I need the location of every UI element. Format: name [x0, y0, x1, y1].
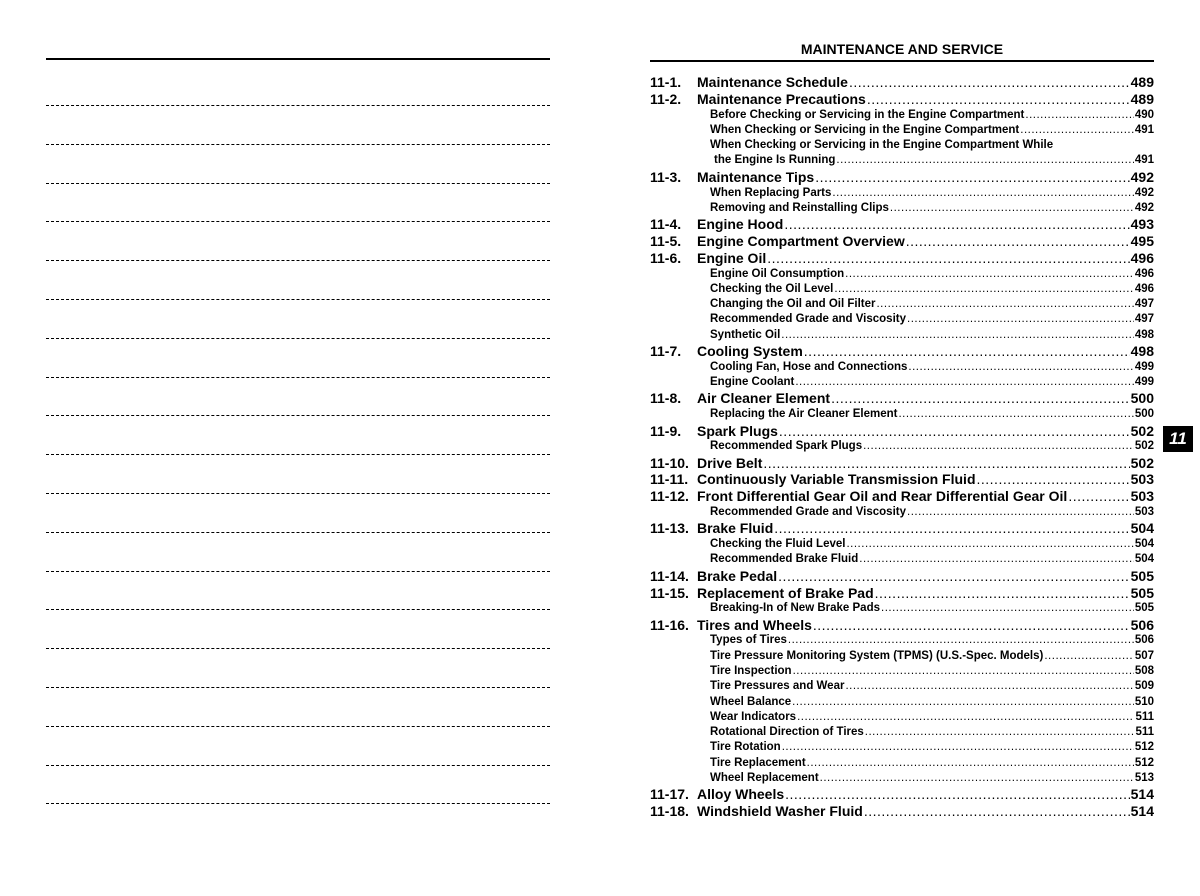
toc-dot-leader — [788, 633, 1134, 648]
note-line — [46, 221, 550, 222]
toc-page-number: 513 — [1134, 772, 1154, 785]
toc-section-number: 11-4. — [650, 216, 682, 233]
toc-entry[interactable] — [650, 343, 1154, 360]
toc-page-number: 503 — [1130, 488, 1154, 505]
note-line — [46, 377, 550, 378]
toc-subentry[interactable] — [650, 360, 1154, 375]
toc-title: Changing the Oil and Oil Filter — [710, 298, 876, 311]
toc-page-number: 503 — [1130, 471, 1154, 488]
notes-top-rule — [46, 58, 550, 60]
toc-title: Cooling System — [697, 343, 803, 360]
heading-rule — [650, 60, 1154, 62]
toc-title: Rotational Direction of Tires — [710, 726, 864, 739]
toc-subentry[interactable] — [650, 725, 1154, 740]
toc-dot-leader — [832, 186, 1133, 201]
toc-page-number: 504 — [1130, 520, 1154, 537]
toc-dot-leader — [908, 360, 1133, 375]
toc-page-number: 499 — [1134, 360, 1154, 373]
toc-list — [650, 74, 1154, 820]
note-line — [46, 105, 550, 106]
note-line — [46, 648, 550, 649]
toc-entry[interactable] — [650, 488, 1154, 505]
toc-page-number: 491 — [1134, 123, 1154, 136]
toc-dot-leader — [906, 233, 1130, 250]
toc-section-number: 11-8. — [650, 390, 682, 407]
toc-page-number: 495 — [1130, 232, 1154, 249]
toc-subentry[interactable] — [650, 679, 1154, 694]
toc-page-number: 507 — [1134, 649, 1154, 662]
toc-page-number: 505 — [1130, 584, 1154, 601]
note-line — [46, 338, 550, 339]
note-line — [46, 144, 550, 145]
toc-entry[interactable] — [650, 250, 1154, 267]
toc-subentry[interactable] — [650, 710, 1154, 725]
toc-dot-leader — [807, 756, 1134, 771]
toc-subentry[interactable] — [650, 201, 1154, 216]
note-line — [46, 299, 550, 300]
toc-entry[interactable] — [650, 520, 1154, 537]
note-line — [46, 726, 550, 727]
toc-subentry[interactable] — [650, 297, 1154, 312]
toc-title: Drive Belt — [697, 454, 763, 471]
toc-subentry[interactable] — [650, 108, 1154, 123]
toc-title: Tire Rotation — [710, 741, 781, 754]
toc-title: Checking the Fluid Level — [710, 538, 846, 551]
toc-page-number: 506 — [1134, 634, 1154, 647]
toc-title: Wear Indicators — [710, 710, 797, 723]
toc-title: the Engine Is Running — [714, 154, 836, 167]
toc-dot-leader — [804, 343, 1130, 360]
toc-dot-leader — [784, 216, 1129, 233]
toc-section-number: 11-2. — [650, 90, 682, 107]
note-line — [46, 532, 550, 533]
toc-subentry[interactable] — [650, 601, 1154, 616]
toc-page-number: 496 — [1134, 267, 1154, 280]
toc-dot-leader — [977, 471, 1130, 488]
toc-title: Alloy Wheels — [697, 786, 785, 803]
toc-dot-leader — [867, 91, 1130, 108]
toc-page-number: 489 — [1130, 74, 1154, 90]
toc-entry[interactable] — [650, 471, 1154, 488]
toc-page-number: 504 — [1134, 538, 1154, 551]
toc-page-number: 508 — [1134, 664, 1154, 677]
toc-title: Engine Coolant — [710, 376, 795, 389]
chapter-tab[interactable]: 11 — [1163, 426, 1193, 452]
toc-title: Spark Plugs — [697, 422, 778, 439]
toc-entry[interactable] — [650, 91, 1154, 108]
toc-page-number: 500 — [1130, 390, 1154, 407]
toc-section-number: 11-16. — [650, 616, 689, 633]
toc-section-number: 11-13. — [650, 520, 689, 537]
toc-page-number: 514 — [1130, 803, 1154, 820]
toc-dot-leader — [792, 695, 1134, 710]
notes-page — [46, 58, 550, 60]
toc-title: When Checking or Servicing in the Engine Compartment While — [710, 139, 1054, 152]
section-heading: MAINTENANCE AND SERVICE — [800, 41, 1004, 57]
toc-dot-leader — [834, 282, 1133, 297]
toc-section-number: 11-11. — [650, 471, 689, 488]
note-line — [46, 687, 550, 688]
note-line — [46, 803, 550, 804]
toc-title: Windshield Washer Fluid — [697, 803, 863, 820]
toc-subentry[interactable] — [650, 186, 1154, 201]
toc-page-number: 514 — [1130, 786, 1154, 803]
toc-page-number: 509 — [1134, 680, 1154, 693]
toc-page-number: 492 — [1134, 186, 1154, 199]
toc-dot-leader — [846, 537, 1133, 552]
toc-entry[interactable] — [650, 786, 1154, 803]
toc-subentry[interactable] — [650, 375, 1154, 390]
toc-dot-leader — [815, 169, 1129, 186]
toc-subentry[interactable] — [650, 282, 1154, 297]
toc-title: When Checking or Servicing in the Engine Compartment — [710, 123, 1020, 136]
toc-page-number: 496 — [1134, 282, 1154, 295]
toc-subentry[interactable] — [650, 552, 1154, 567]
toc-dot-leader — [774, 520, 1129, 537]
toc-page-number: 502 — [1130, 422, 1154, 439]
toc-title: Tire Pressures and Wear — [710, 680, 845, 693]
toc-dot-leader — [1020, 123, 1134, 138]
toc-dot-leader — [831, 390, 1130, 407]
toc-dot-leader — [763, 455, 1129, 472]
toc-section-number: 11-12. — [650, 488, 689, 505]
toc-page-number: 512 — [1134, 756, 1154, 769]
toc-dot-leader — [865, 725, 1135, 740]
toc-dot-leader — [779, 423, 1130, 440]
note-line — [46, 415, 550, 416]
note-line — [46, 765, 550, 766]
toc-entry[interactable] — [650, 390, 1154, 407]
toc-dot-leader — [876, 297, 1133, 312]
toc-section-number: 11-15. — [650, 584, 689, 601]
toc-title: Before Checking or Servicing in the Engine Compartment — [710, 108, 1025, 121]
toc-title: Wheel Balance — [710, 695, 792, 708]
toc-section-number: 11-5. — [650, 232, 682, 249]
toc-section-number: 11-14. — [650, 567, 689, 584]
toc-dot-leader — [797, 710, 1134, 725]
toc-title: Continuously Variable Transmission Fluid — [697, 471, 976, 488]
toc-dot-leader — [813, 617, 1130, 634]
toc-subentry[interactable] — [650, 267, 1154, 282]
toc-entry[interactable] — [650, 169, 1154, 186]
toc-dot-leader — [881, 601, 1134, 616]
toc-title: Engine Compartment Overview — [697, 232, 905, 249]
toc-title: Air Cleaner Element — [697, 390, 831, 407]
toc-subentry[interactable] — [650, 664, 1154, 679]
toc-dot-leader — [785, 786, 1130, 803]
toc-page-number: 499 — [1134, 376, 1154, 389]
toc-page-number: 504 — [1134, 553, 1154, 566]
toc-page-number: 492 — [1130, 168, 1154, 185]
toc-dot-leader — [782, 740, 1134, 755]
toc-section-number: 11-3. — [650, 168, 682, 185]
toc-dot-leader — [849, 74, 1130, 91]
note-line — [46, 454, 550, 455]
toc-subentry[interactable] — [650, 312, 1154, 327]
toc-title: Tire Pressure Monitoring System (TPMS) (U.S.-Spec. Models) — [710, 649, 1044, 662]
toc-title: Recommended Grade and Viscosity — [710, 506, 906, 519]
toc-title: Maintenance Tips — [697, 168, 815, 185]
toc-dot-leader — [820, 771, 1134, 786]
toc-subentry[interactable] — [650, 123, 1154, 138]
toc-page-number: 510 — [1134, 695, 1154, 708]
toc-subentry[interactable] — [650, 439, 1154, 454]
toc-dot-leader — [795, 375, 1133, 390]
toc-section-number: 11-7. — [650, 343, 682, 360]
toc-dot-leader — [845, 267, 1134, 282]
toc-page-number: 500 — [1134, 408, 1154, 421]
toc-title: Engine Hood — [697, 216, 784, 233]
toc-title: Maintenance Schedule — [697, 74, 848, 90]
toc-dot-leader — [859, 552, 1134, 567]
toc-subentry[interactable] — [650, 328, 1154, 343]
toc-title: Tire Replacement — [710, 756, 806, 769]
toc-entry[interactable] — [650, 233, 1154, 250]
toc-title: Types of Tires — [710, 634, 787, 647]
toc-page-number: 512 — [1134, 741, 1154, 754]
toc-subentry[interactable] — [650, 756, 1154, 771]
toc-dot-leader — [1044, 649, 1133, 664]
toc-subentry[interactable] — [650, 649, 1154, 664]
toc-dot-leader — [864, 803, 1130, 820]
toc-dot-leader — [898, 407, 1133, 422]
toc-dot-leader — [875, 585, 1130, 602]
toc-title: Tires and Wheels — [697, 616, 812, 633]
toc-title: Brake Pedal — [697, 567, 778, 584]
toc-dot-leader — [907, 312, 1134, 327]
toc-dot-leader — [767, 250, 1129, 267]
toc-title: Checking the Oil Level — [710, 282, 834, 295]
toc-page-number: 497 — [1134, 298, 1154, 311]
toc-title: Replacing the Air Cleaner Element — [710, 408, 898, 421]
toc-section-number: 11-1. — [650, 74, 682, 90]
toc-section-number: 11-9. — [650, 422, 682, 439]
note-line — [46, 260, 550, 261]
toc-section-number: 11-18. — [650, 803, 689, 820]
toc-title: Wheel Replacement — [710, 772, 819, 785]
toc-title: Breaking-In of New Brake Pads — [710, 602, 880, 615]
toc-page-number: 491 — [1134, 154, 1154, 167]
toc-subentry[interactable] — [650, 407, 1154, 422]
toc-page-number: 502 — [1134, 440, 1154, 453]
toc-title: Engine Oil — [697, 249, 767, 266]
toc-page-number: 511 — [1135, 710, 1154, 723]
note-line — [46, 493, 550, 494]
toc-subentry[interactable] — [650, 740, 1154, 755]
toc-section-number: 11-6. — [650, 249, 682, 266]
toc-dot-leader — [890, 201, 1134, 216]
toc-dot-leader — [793, 664, 1134, 679]
toc-title: Maintenance Precautions — [697, 90, 866, 107]
toc-entry[interactable] — [650, 585, 1154, 602]
toc-entry[interactable] — [650, 617, 1154, 634]
toc-title: Brake Fluid — [697, 520, 774, 537]
toc-page-number: 505 — [1134, 602, 1154, 615]
toc-entry[interactable] — [650, 455, 1154, 472]
toc-title: Recommended Spark Plugs — [710, 440, 863, 453]
toc-title: Recommended Brake Fluid — [710, 553, 859, 566]
toc-page-number: 498 — [1130, 343, 1154, 360]
toc-dot-leader — [863, 439, 1134, 454]
toc-subentry[interactable] — [650, 537, 1154, 552]
toc-page-number: 502 — [1130, 454, 1154, 471]
toc-dot-leader — [781, 328, 1134, 343]
toc-dot-leader — [1025, 108, 1133, 123]
toc-entry[interactable] — [650, 568, 1154, 585]
toc-dot-leader — [836, 153, 1133, 168]
note-line — [46, 609, 550, 610]
note-line — [46, 183, 550, 184]
toc-page-number: 496 — [1130, 249, 1154, 266]
toc-title: When Replacing Parts — [710, 186, 832, 199]
toc-title: Engine Oil Consumption — [710, 267, 845, 280]
toc-subentry[interactable] — [650, 633, 1154, 648]
toc-page-number: 498 — [1134, 328, 1154, 341]
note-line — [46, 571, 550, 572]
toc-title: Recommended Grade and Viscosity — [710, 313, 906, 326]
toc-title: Front Differential Gear Oil and Rear Differential Gear Oil — [697, 488, 1068, 505]
toc-page-number: 497 — [1134, 313, 1154, 326]
toc-title: Synthetic Oil — [710, 328, 781, 341]
toc-entry[interactable] — [650, 74, 1154, 91]
toc-page-number: 493 — [1130, 216, 1154, 233]
toc-page-number: 505 — [1130, 567, 1154, 584]
toc-section-number: 11-10. — [650, 454, 689, 471]
toc-title: Tire Inspection — [710, 664, 792, 677]
toc-subentry[interactable] — [650, 138, 1154, 169]
toc-dot-leader — [1068, 488, 1129, 505]
toc-entry[interactable] — [650, 803, 1154, 820]
toc-subentry[interactable] — [650, 771, 1154, 786]
toc-title: Removing and Reinstalling Clips — [710, 201, 889, 214]
toc-subentry[interactable] — [650, 505, 1154, 520]
toc-entry[interactable] — [650, 423, 1154, 440]
toc-page-number: 492 — [1134, 201, 1154, 214]
toc-page-number: 503 — [1134, 506, 1154, 519]
toc-page-number: 506 — [1130, 616, 1154, 633]
toc-dot-leader — [778, 568, 1129, 585]
toc-page — [650, 40, 1154, 820]
toc-section-number: 11-17. — [650, 786, 689, 803]
toc-page-number: 511 — [1135, 726, 1154, 739]
toc-page-number: 490 — [1134, 108, 1154, 121]
toc-subentry[interactable] — [650, 695, 1154, 710]
toc-dot-leader — [845, 679, 1133, 694]
toc-entry[interactable] — [650, 216, 1154, 233]
toc-dot-leader — [907, 505, 1134, 520]
toc-title: Cooling Fan, Hose and Connections — [710, 360, 908, 373]
toc-title: Replacement of Brake Pad — [697, 584, 874, 601]
toc-page-number: 489 — [1130, 90, 1154, 107]
